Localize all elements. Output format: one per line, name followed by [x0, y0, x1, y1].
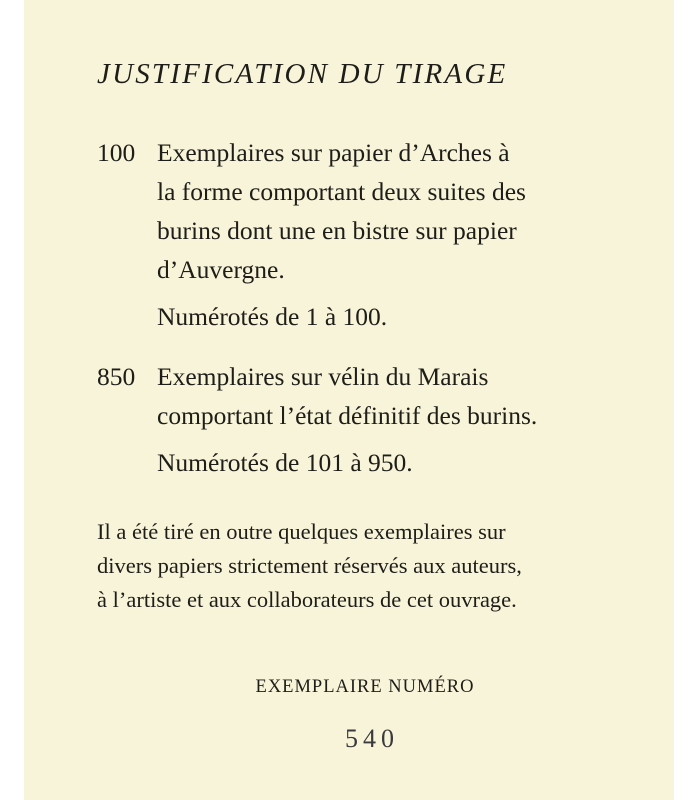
copy-number-label: EXEMPLAIRE NUMÉRO	[255, 677, 475, 697]
entry-description	[157, 357, 537, 482]
entry-line: d’Auvergne.	[157, 255, 285, 284]
note-line: divers papiers strictement réservés aux auteurs,	[97, 553, 522, 578]
entry-numbering: Numérotés de 1 à 100.	[157, 302, 388, 331]
note-line: à l’artiste et aux collaborateurs de cet ouvrage.	[97, 587, 517, 612]
page-title: JUSTIFICATION DU TIRAGE	[97, 58, 508, 90]
entry-line: la forme comportant deux suites des	[157, 177, 526, 206]
entry-quantity: 850	[97, 362, 136, 391]
additional-copies-note	[97, 515, 522, 617]
entry-quantity: 100	[97, 138, 136, 167]
copy-number-stamp: 540	[345, 724, 399, 753]
entry-line: burins dont une en bistre sur papier	[157, 216, 517, 245]
note-line: Il a été tiré en outre quelques exemplaires sur	[97, 519, 506, 544]
entry-numbering: Numérotés de 101 à 950.	[157, 448, 413, 477]
entry-description	[157, 133, 526, 336]
entry-line: comportant l’état définitif des burins.	[157, 401, 538, 430]
entry-line: Exemplaires sur vélin du Marais	[157, 362, 489, 391]
entry-line: Exemplaires sur papier d’Arches à	[157, 138, 510, 167]
